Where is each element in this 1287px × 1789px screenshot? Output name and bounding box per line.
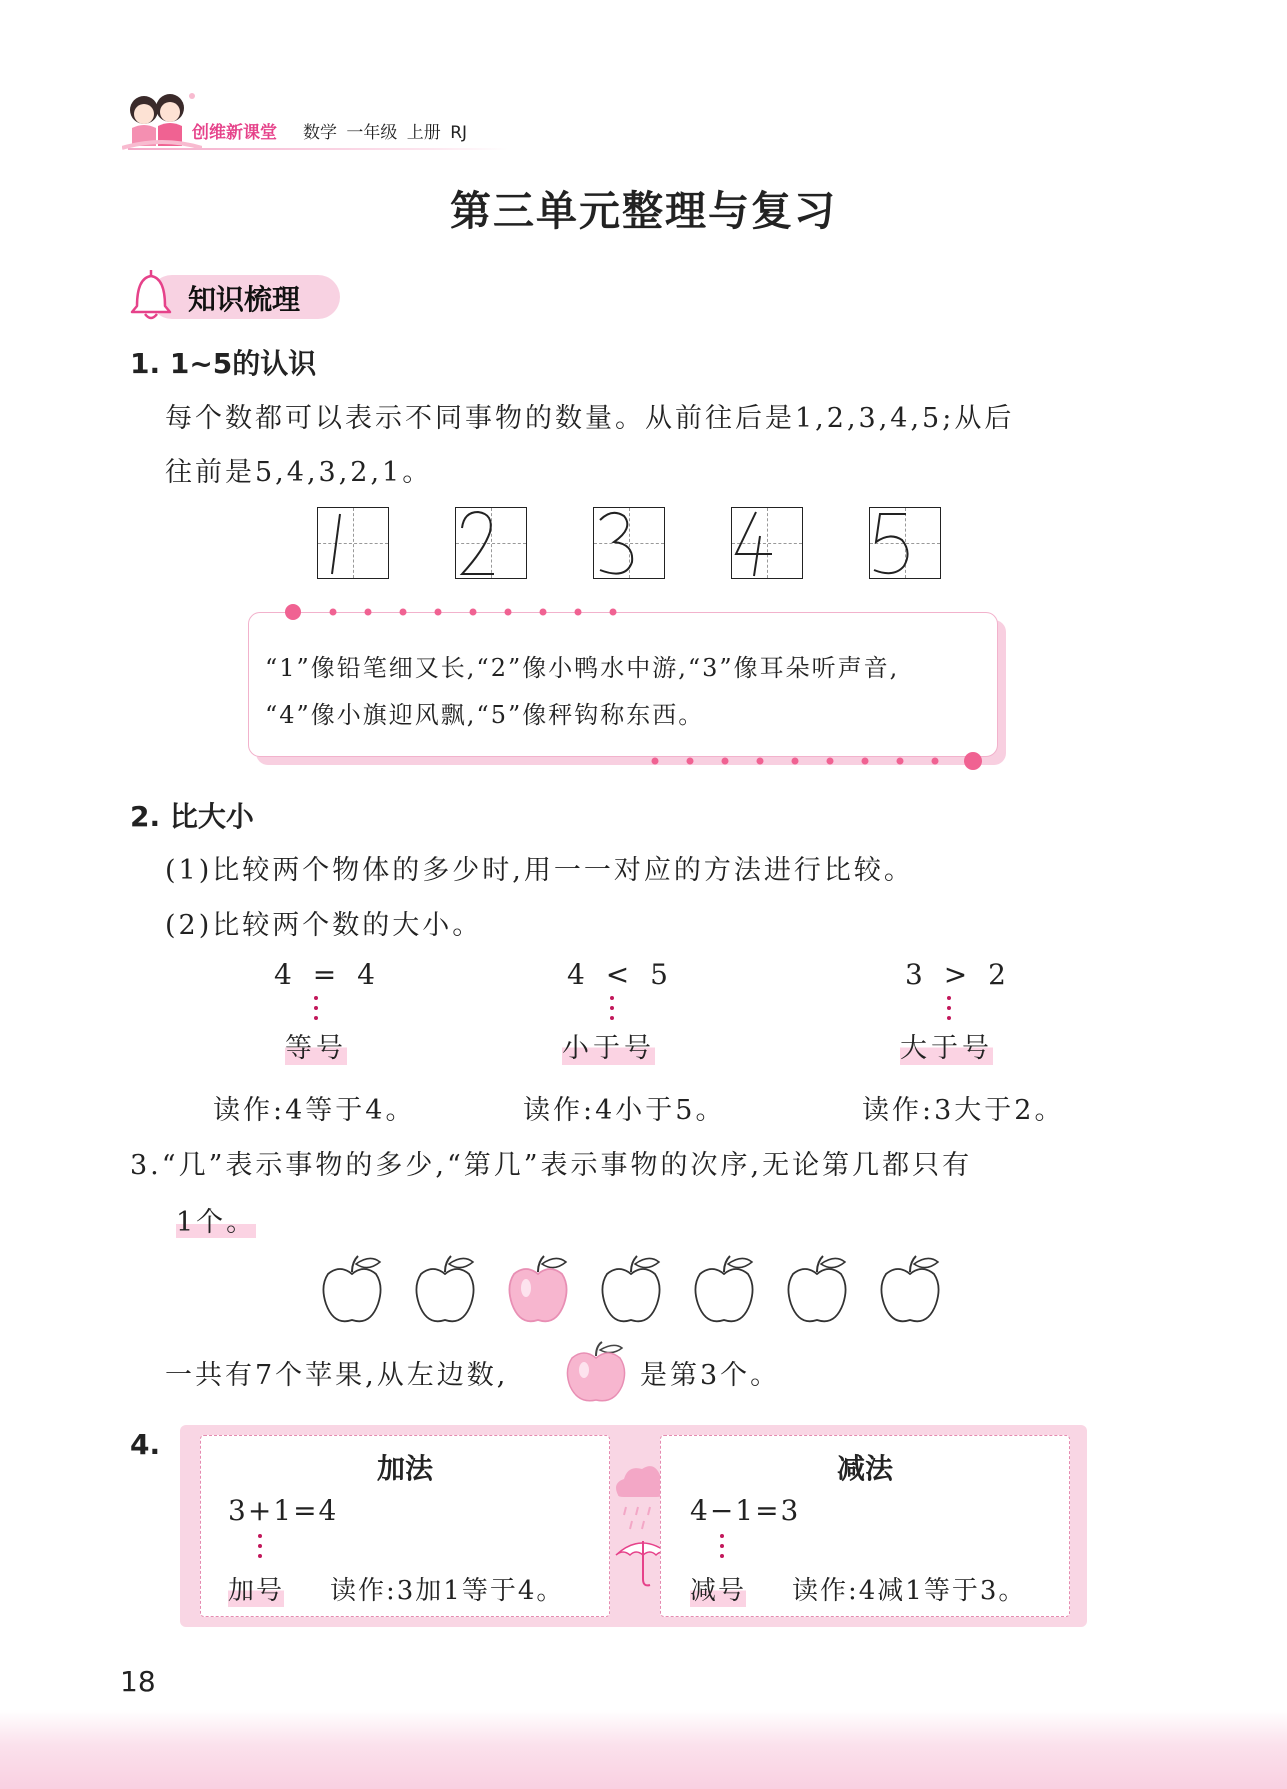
comparison-dots-1 [314, 996, 318, 1026]
apple-pink-icon [562, 1338, 632, 1412]
section-tag-label: 知识梳理 [188, 283, 301, 316]
subtraction-equation: 4−1=3 [690, 1494, 801, 1527]
digit-grid-4 [731, 507, 803, 579]
s1-text-line2: 往前是5,4,3,2,1。 [165, 457, 433, 488]
subtraction-title: 减法 [836, 1452, 893, 1485]
subtraction-dots [720, 1534, 724, 1564]
s1-text-line1: 每个数都可以表示不同事物的数量。从前往后是1,2,3,4,5;从后 [165, 403, 1015, 434]
tip-dots-bottom [645, 750, 985, 776]
header-divider [128, 148, 508, 150]
s1-heading: 1. 1~5的认识 [130, 347, 317, 380]
comparison-name-1: 等号 [285, 1026, 347, 1065]
s3-sentence-b: 是第3个。 [640, 1360, 781, 1391]
comparison-name-3: 大于号 [900, 1026, 993, 1065]
addition-dots [258, 1534, 262, 1564]
bell-icon [128, 266, 174, 328]
s3-sentence-a: 一共有7个苹果,从左边数, [165, 1360, 509, 1391]
page-title: 第三单元整理与复习 [450, 187, 837, 235]
comparison-dots-3 [947, 996, 951, 1026]
comparison-expr-3: 3 > 2 [905, 958, 1012, 991]
addition-equation: 3+1=4 [228, 1494, 339, 1527]
footer-band [0, 1710, 1287, 1789]
comparison-read-2: 读作:4小于5。 [523, 1095, 726, 1126]
digit-grid-1 [317, 507, 389, 579]
header-info: 数学 一年级 上册 RJ [303, 123, 468, 143]
tip-text-line1: “1”像铅笔细又长,“2”像小鸭水中游,“3”像耳朵听声音, [265, 654, 900, 682]
comparison-read-1: 读作:4等于4。 [213, 1095, 416, 1126]
tip-box [248, 612, 998, 757]
digit-grid-5 [869, 507, 941, 579]
tip-text-line2: “4”像小旗迎风飘,“5”像秤钩称东西。 [265, 701, 705, 729]
apple-icon-highlighted [509, 1256, 566, 1321]
apple-icon [788, 1256, 845, 1321]
apple-icon [602, 1256, 659, 1321]
s3-text-line1: 3.“几”表示事物的多少,“第几”表示事物的次序,无论第几都只有 [130, 1150, 973, 1181]
page-number: 18 [120, 1665, 156, 1698]
s3-text-line2-value: 1个。 [176, 1207, 257, 1238]
digit-grid-3 [593, 507, 665, 579]
subtraction-sign-name: 减号 [690, 1570, 746, 1607]
apple-icon [695, 1256, 752, 1321]
header-brand: 创维新课堂 [192, 123, 277, 143]
comparison-dots-2 [610, 996, 614, 1026]
tip-dots-top [283, 602, 623, 626]
comparison-name-2: 小于号 [562, 1026, 655, 1065]
addition-sign-name: 加号 [228, 1570, 284, 1607]
apple-icon [323, 1256, 380, 1321]
s2-item1: (1)比较两个物体的多少时,用一一对应的方法进行比较。 [165, 855, 914, 886]
comparison-expr-1: 4 = 4 [274, 958, 381, 991]
digit-grid-2 [455, 507, 527, 579]
s2-heading: 2. 比大小 [130, 800, 254, 833]
comparison-read-3: 读作:3大于2。 [862, 1095, 1065, 1126]
addition-title: 加法 [376, 1452, 433, 1485]
apple-row [318, 1250, 946, 1338]
s2-item2: (2)比较两个数的大小。 [165, 910, 483, 941]
s4-number: 4. [130, 1428, 161, 1461]
apple-icon [881, 1256, 938, 1321]
addition-read: 读作:3加1等于4。 [330, 1576, 565, 1606]
comparison-expr-2: 4 < 5 [567, 958, 674, 991]
s3-text-line2 [176, 1200, 256, 1239]
apple-icon [416, 1256, 473, 1321]
subtraction-read: 读作:4减1等于3。 [792, 1576, 1027, 1606]
